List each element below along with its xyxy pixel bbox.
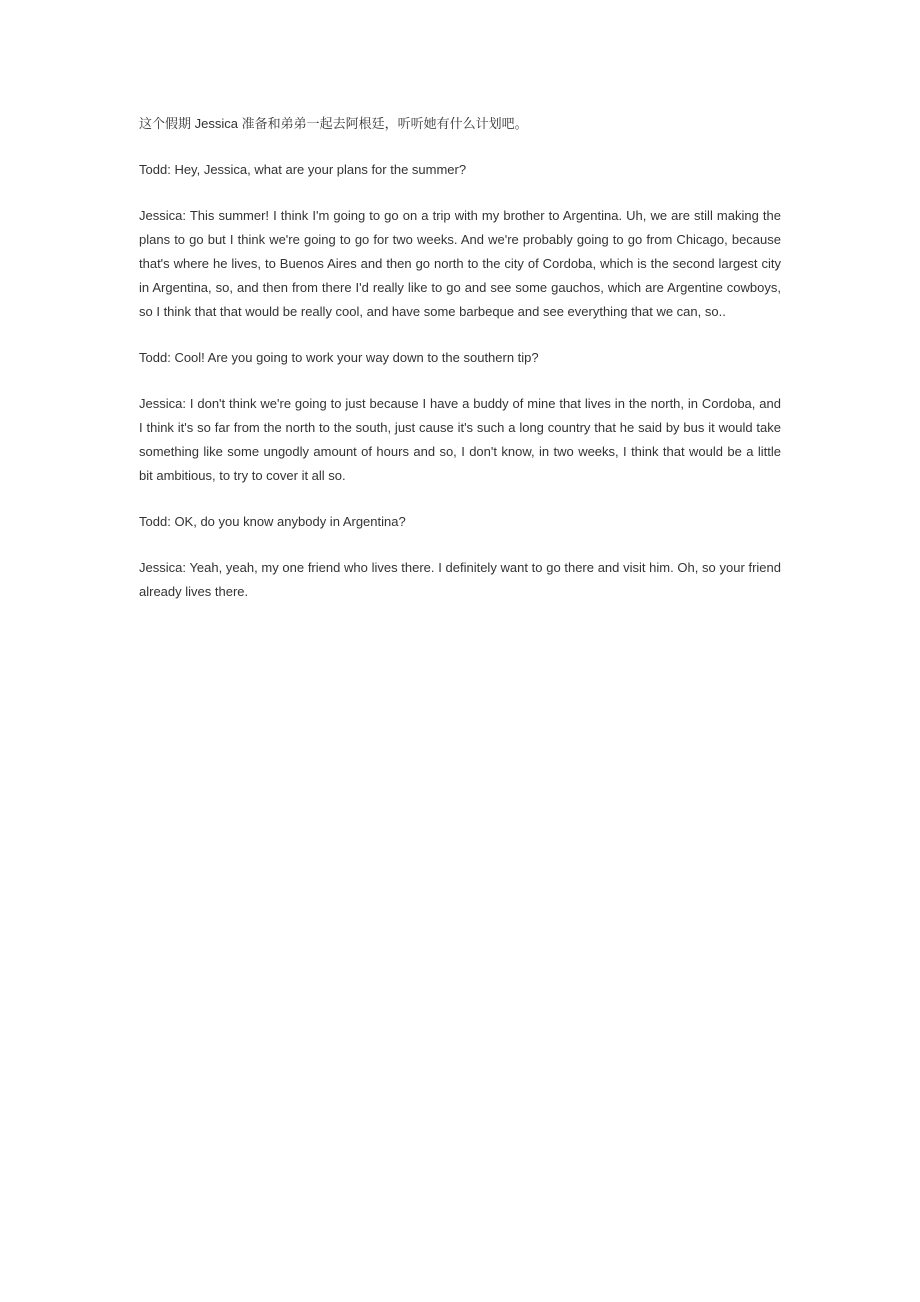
utterance-text: Hey, Jessica, what are your plans for the summer?: [174, 162, 467, 177]
speaker-label: Todd:: [139, 514, 171, 529]
utterance-text: OK, do you know anybody in Argentina?: [174, 514, 406, 529]
dialogue-line-todd-3: [139, 510, 781, 534]
utterance-text: Yeah, yeah, my one friend who lives there. I definitely want to go there and visit him. Oh, so your friend already lives there.: [139, 560, 781, 599]
utterance-text: This summer! I think I'm going to go on a trip with my brother to Argentina. Uh, we are still making the plans to go but I think we're going to go for two weeks. And we're probably going to go from Chicago, because that's where he lives, to Buenos Aires and then go north to the city of Cordoba, which is the second largest city in Argentina, so, and then from there I'd really like to go and see some gauchos, which are Argentine cowboys, so I think that that would be really cool, and have some barbeque and see everything that we can, so..: [139, 208, 781, 319]
dialogue-line-todd-1: [139, 158, 781, 182]
speaker-label: Jessica:: [139, 560, 186, 575]
speaker-label: Todd:: [139, 350, 171, 365]
dialogue-line-jessica-3: [139, 556, 781, 604]
dialogue-line-todd-2: [139, 346, 781, 370]
speaker-label: Todd:: [139, 162, 171, 177]
intro-paragraph: 这个假期 Jessica 准备和弟弟一起去阿根廷，听听她有什么计划吧。: [139, 116, 528, 131]
speaker-label: Jessica:: [139, 396, 186, 411]
utterance-text: Cool! Are you going to work your way down to the southern tip?: [174, 350, 539, 365]
dialogue-line-jessica-1: [139, 204, 781, 324]
document-page: [139, 112, 781, 626]
dialogue-line-jessica-2: [139, 392, 781, 488]
utterance-text: I don't think we're going to just because I have a buddy of mine that lives in the north, in Cordoba, and I think it's so far from the north to the south, just cause it's such a long country that he said by bus it would take something like some ungodly amount of hours and so, I don't know, in two weeks, I think that would be a little bit ambitious, to try to cover it all so.: [139, 396, 781, 483]
speaker-label: Jessica:: [139, 208, 186, 223]
